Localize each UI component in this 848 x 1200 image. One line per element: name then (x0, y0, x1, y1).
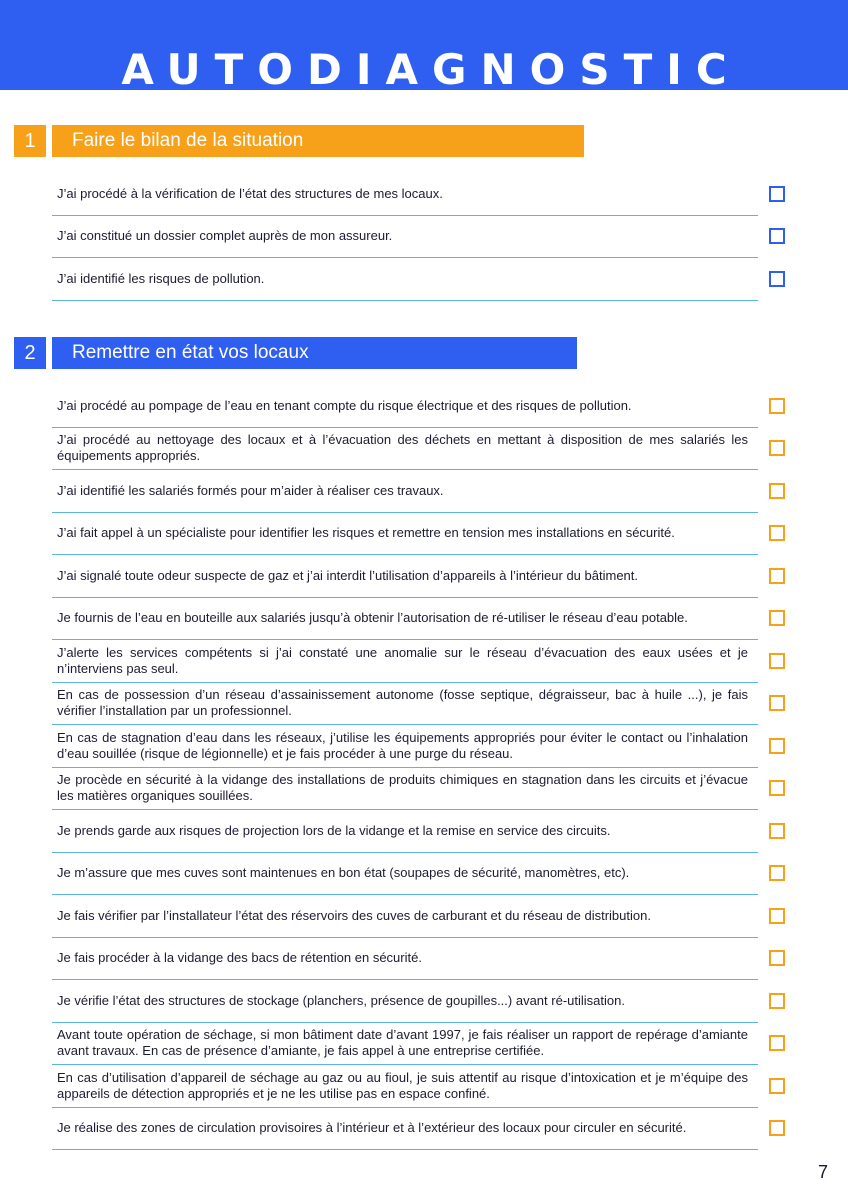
checklist-item-text: Je fournis de l’eau en bouteille aux salariés jusqu’à obtenir l’autorisation de ré-utiliser le réseau d’eau potable. (57, 610, 688, 626)
checklist-item-text: Avant toute opération de séchage, si mon bâtiment date d’avant 1997, je fais réaliser un rapport de repérage d’amiante avant travaux. En cas de présence d’amiante, je fais appel à une entreprise certifiée. (57, 1027, 748, 1059)
checkbox[interactable] (769, 1078, 785, 1094)
checklist-row (52, 258, 758, 301)
checklist-item-text: J’ai signalé toute odeur suspecte de gaz et j’ai interdit l’utilisation d’appareils à l’intérieur du bâtiment. (57, 567, 639, 583)
checkbox[interactable] (769, 440, 785, 456)
checklist-row (52, 555, 758, 598)
section-1-title: Faire le bilan de la situation (52, 125, 584, 157)
checklist-row (52, 810, 758, 853)
checklist-row (52, 513, 758, 556)
section-1-checklist (52, 173, 758, 301)
checkbox[interactable] (769, 271, 785, 287)
checklist-item-text: En cas de possession d’un réseau d’assainissement autonome (fosse septique, dégraisseur, bac à huile ...), je fais vérifier l’installation par un professionnel. (57, 687, 748, 719)
checklist-row (52, 725, 758, 768)
checkbox[interactable] (769, 823, 785, 839)
checklist-item-text: Je m’assure que mes cuves sont maintenues en bon état (soupapes de sécurité, manomètres, etc). (57, 865, 630, 881)
checkbox[interactable] (769, 653, 785, 669)
checklist-item-text: J’ai constitué un dossier complet auprès de mon assureur. (57, 228, 393, 244)
checklist-row (52, 428, 758, 471)
checklist-item-text: J’ai identifié les risques de pollution. (57, 270, 265, 286)
checklist-row (52, 980, 758, 1023)
checklist-row (52, 895, 758, 938)
checkbox[interactable] (769, 780, 785, 796)
checkbox[interactable] (769, 695, 785, 711)
checklist-row (52, 683, 758, 726)
checklist-item-text: J’ai procédé au pompage de l’eau en tenant compte du risque électrique et des risques de pollution. (57, 397, 632, 413)
page-number: 7 (817, 1162, 828, 1182)
checklist-row (52, 598, 758, 641)
checkbox[interactable] (769, 398, 785, 414)
checklist-item-text: Je prends garde aux risques de projection lors de la vidange et la remise en service des circuits. (57, 822, 611, 838)
checklist-row (52, 1023, 758, 1066)
checklist-item-text: Je fais procéder à la vidange des bacs de rétention en sécurité. (57, 950, 422, 966)
checkbox[interactable] (769, 738, 785, 754)
checkbox[interactable] (769, 1120, 785, 1136)
checklist-item-text: J’ai fait appel à un spécialiste pour identifier les risques et remettre en tension mes installations en sécurité. (57, 525, 675, 541)
page-title: AUTODIAGNOSTIC (121, 45, 741, 94)
checklist-row (52, 173, 758, 216)
checkbox[interactable] (769, 525, 785, 541)
section-2-checklist (52, 385, 758, 1150)
checklist-item-text: Je procède en sécurité à la vidange des installations de produits chimiques en stagnation dans les circuits et j’évacue les matières organiques souillées. (57, 772, 748, 804)
checkbox[interactable] (769, 228, 785, 244)
checklist-row (52, 640, 758, 683)
checklist-row (52, 470, 758, 513)
checklist-item-text: J’ai procédé au nettoyage des locaux et à l’évacuation des déchets en mettant à disposition de mes salariés les équipements appropriés. (57, 432, 748, 464)
checkbox[interactable] (769, 186, 785, 202)
checkbox[interactable] (769, 568, 785, 584)
checklist-item-text: J’ai identifié les salariés formés pour m’aider à réaliser ces travaux. (57, 482, 444, 498)
checklist-row (52, 768, 758, 811)
checkbox[interactable] (769, 993, 785, 1009)
checklist-item-text: Je réalise des zones de circulation provisoires à l’intérieur et à l’extérieur des locaux pour circuler en sécurité. (57, 1120, 687, 1136)
checkbox[interactable] (769, 865, 785, 881)
checklist-row (52, 1065, 758, 1108)
section-2-title: Remettre en état vos locaux (52, 337, 577, 369)
checkbox[interactable] (769, 950, 785, 966)
checklist-item-text: Je fais vérifier par l’installateur l’état des réservoirs des cuves de carburant et du réseau de distribution. (57, 907, 651, 923)
checklist-item-text: J’alerte les services compétents si j’ai constaté une anomalie sur le réseau d’évacuation des eaux usées et je n’interviens pas seul. (57, 644, 748, 676)
checklist-item-text: En cas d’utilisation d’appareil de séchage au gaz ou au fioul, je suis attentif au risque d’intoxication et je m’équipe des appareils de détection appropriés et je ne les utilise pas en espace confiné. (57, 1069, 748, 1101)
checklist-row (52, 938, 758, 981)
checkbox[interactable] (769, 1035, 785, 1051)
checkbox[interactable] (769, 610, 785, 626)
checklist-row (52, 1108, 758, 1151)
checklist-item-text: Je vérifie l’état des structures de stockage (planchers, présence de goupilles...) avant ré-utilisation. (57, 992, 625, 1008)
checklist-row (52, 385, 758, 428)
checklist-item-text: En cas de stagnation d’eau dans les réseaux, j’utilise les équipements appropriés pour éviter le contact ou l’inhalation d’eau souillée (risque de légionnelle) et je fais procéder à une purge du réseau. (57, 729, 748, 761)
checklist-row (52, 216, 758, 259)
checklist-row (52, 853, 758, 896)
checkbox[interactable] (769, 908, 785, 924)
checkbox[interactable] (769, 483, 785, 499)
section-2-number: 2 (14, 337, 46, 369)
section-1-number: 1 (14, 125, 46, 157)
checklist-item-text: J’ai procédé à la vérification de l’état des structures de mes locaux. (57, 185, 443, 201)
